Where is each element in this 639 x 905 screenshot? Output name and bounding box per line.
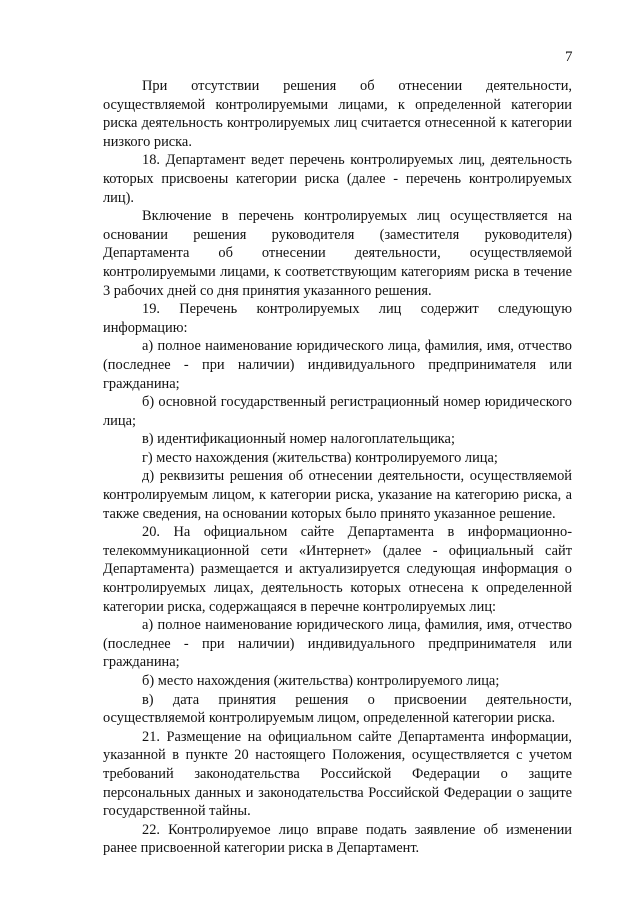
page-number: 7 (565, 49, 573, 65)
paragraph-21: 21. Размещение на официальном сайте Департамента информации, указанной в пункте 20 настоящего Положения, осуществляется с учетом требований законодательства Российской Федерации о защите персональных данных и законодательства Российской Федерации о защите государственной тайны. (103, 728, 572, 820)
list-item-19a: а) полное наименование юридического лица, фамилия, имя, отчество (последнее - при наличии) индивидуального предпринимателя или гражданина; (103, 338, 572, 392)
paragraph-20: 20. На официальном сайте Департамента в информационно-телекоммуникационной сети «Интернет» (далее - официальный сайт Департамента) размещается и актуализируется следующая информация о контролируемых лицах, деятельность которых отнесена к определенной категории риска, содержащаяся в перечне контролируемых лиц: (103, 524, 572, 615)
paragraph-inclusion: Включение в перечень контролируемых лиц осуществляется на основании решения руководителя (заместителя руководителя) Департамента об отнесении деятельности, осуществляемой контролируемыми лицами, к соответствующим категориям риска в течение 3 рабочих дней со дня принятия указанного решения. (103, 208, 572, 299)
paragraph-18: 18. Департамент ведет перечень контролируемых лиц, деятельность которых присвоены категории риска (далее - перечень контролируемых лиц). (103, 152, 572, 206)
list-item-20a: а) полное наименование юридического лица, фамилия, имя, отчество (последнее - при наличии) индивидуального предпринимателя или гражданина; (103, 617, 572, 671)
paragraph-19: 19. Перечень контролируемых лиц содержит следующую информацию: (103, 301, 572, 336)
list-item-19b: б) основной государственный регистрационный номер юридического лица; (103, 394, 572, 429)
list-item-19v: в) идентификационный номер налогоплательщика; (142, 431, 455, 448)
list-item-20b: б) место нахождения (жительства) контролируемого лица; (142, 673, 500, 689)
list-item-19g: г) место нахождения (жительства) контролируемого лица; (142, 449, 498, 466)
document-body (103, 77, 572, 858)
paragraph-22: 22. Контролируемое лицо вправе подать заявление об изменении ранее присвоенной категории риска в Департамент. (103, 821, 572, 857)
list-item-20v: в) дата принятия решения о присвоении деятельности, осуществляемой контролируемым лицом, определенной категории риска. (103, 691, 572, 727)
paragraph-risk-default: При отсутствии решения об отнесении деятельности, осуществляемой контролируемыми лицами, к определенной категории риска деятельность контролируемых лиц считается отнесенной к категории низкого риска. (103, 78, 572, 150)
list-item-19d: д) реквизиты решения об отнесении деятельности, осуществляемой контролируемым лицом, к категории риска, указание на категорию риска, а также сведения, на основании которых было принято указанное решение. (103, 468, 572, 522)
